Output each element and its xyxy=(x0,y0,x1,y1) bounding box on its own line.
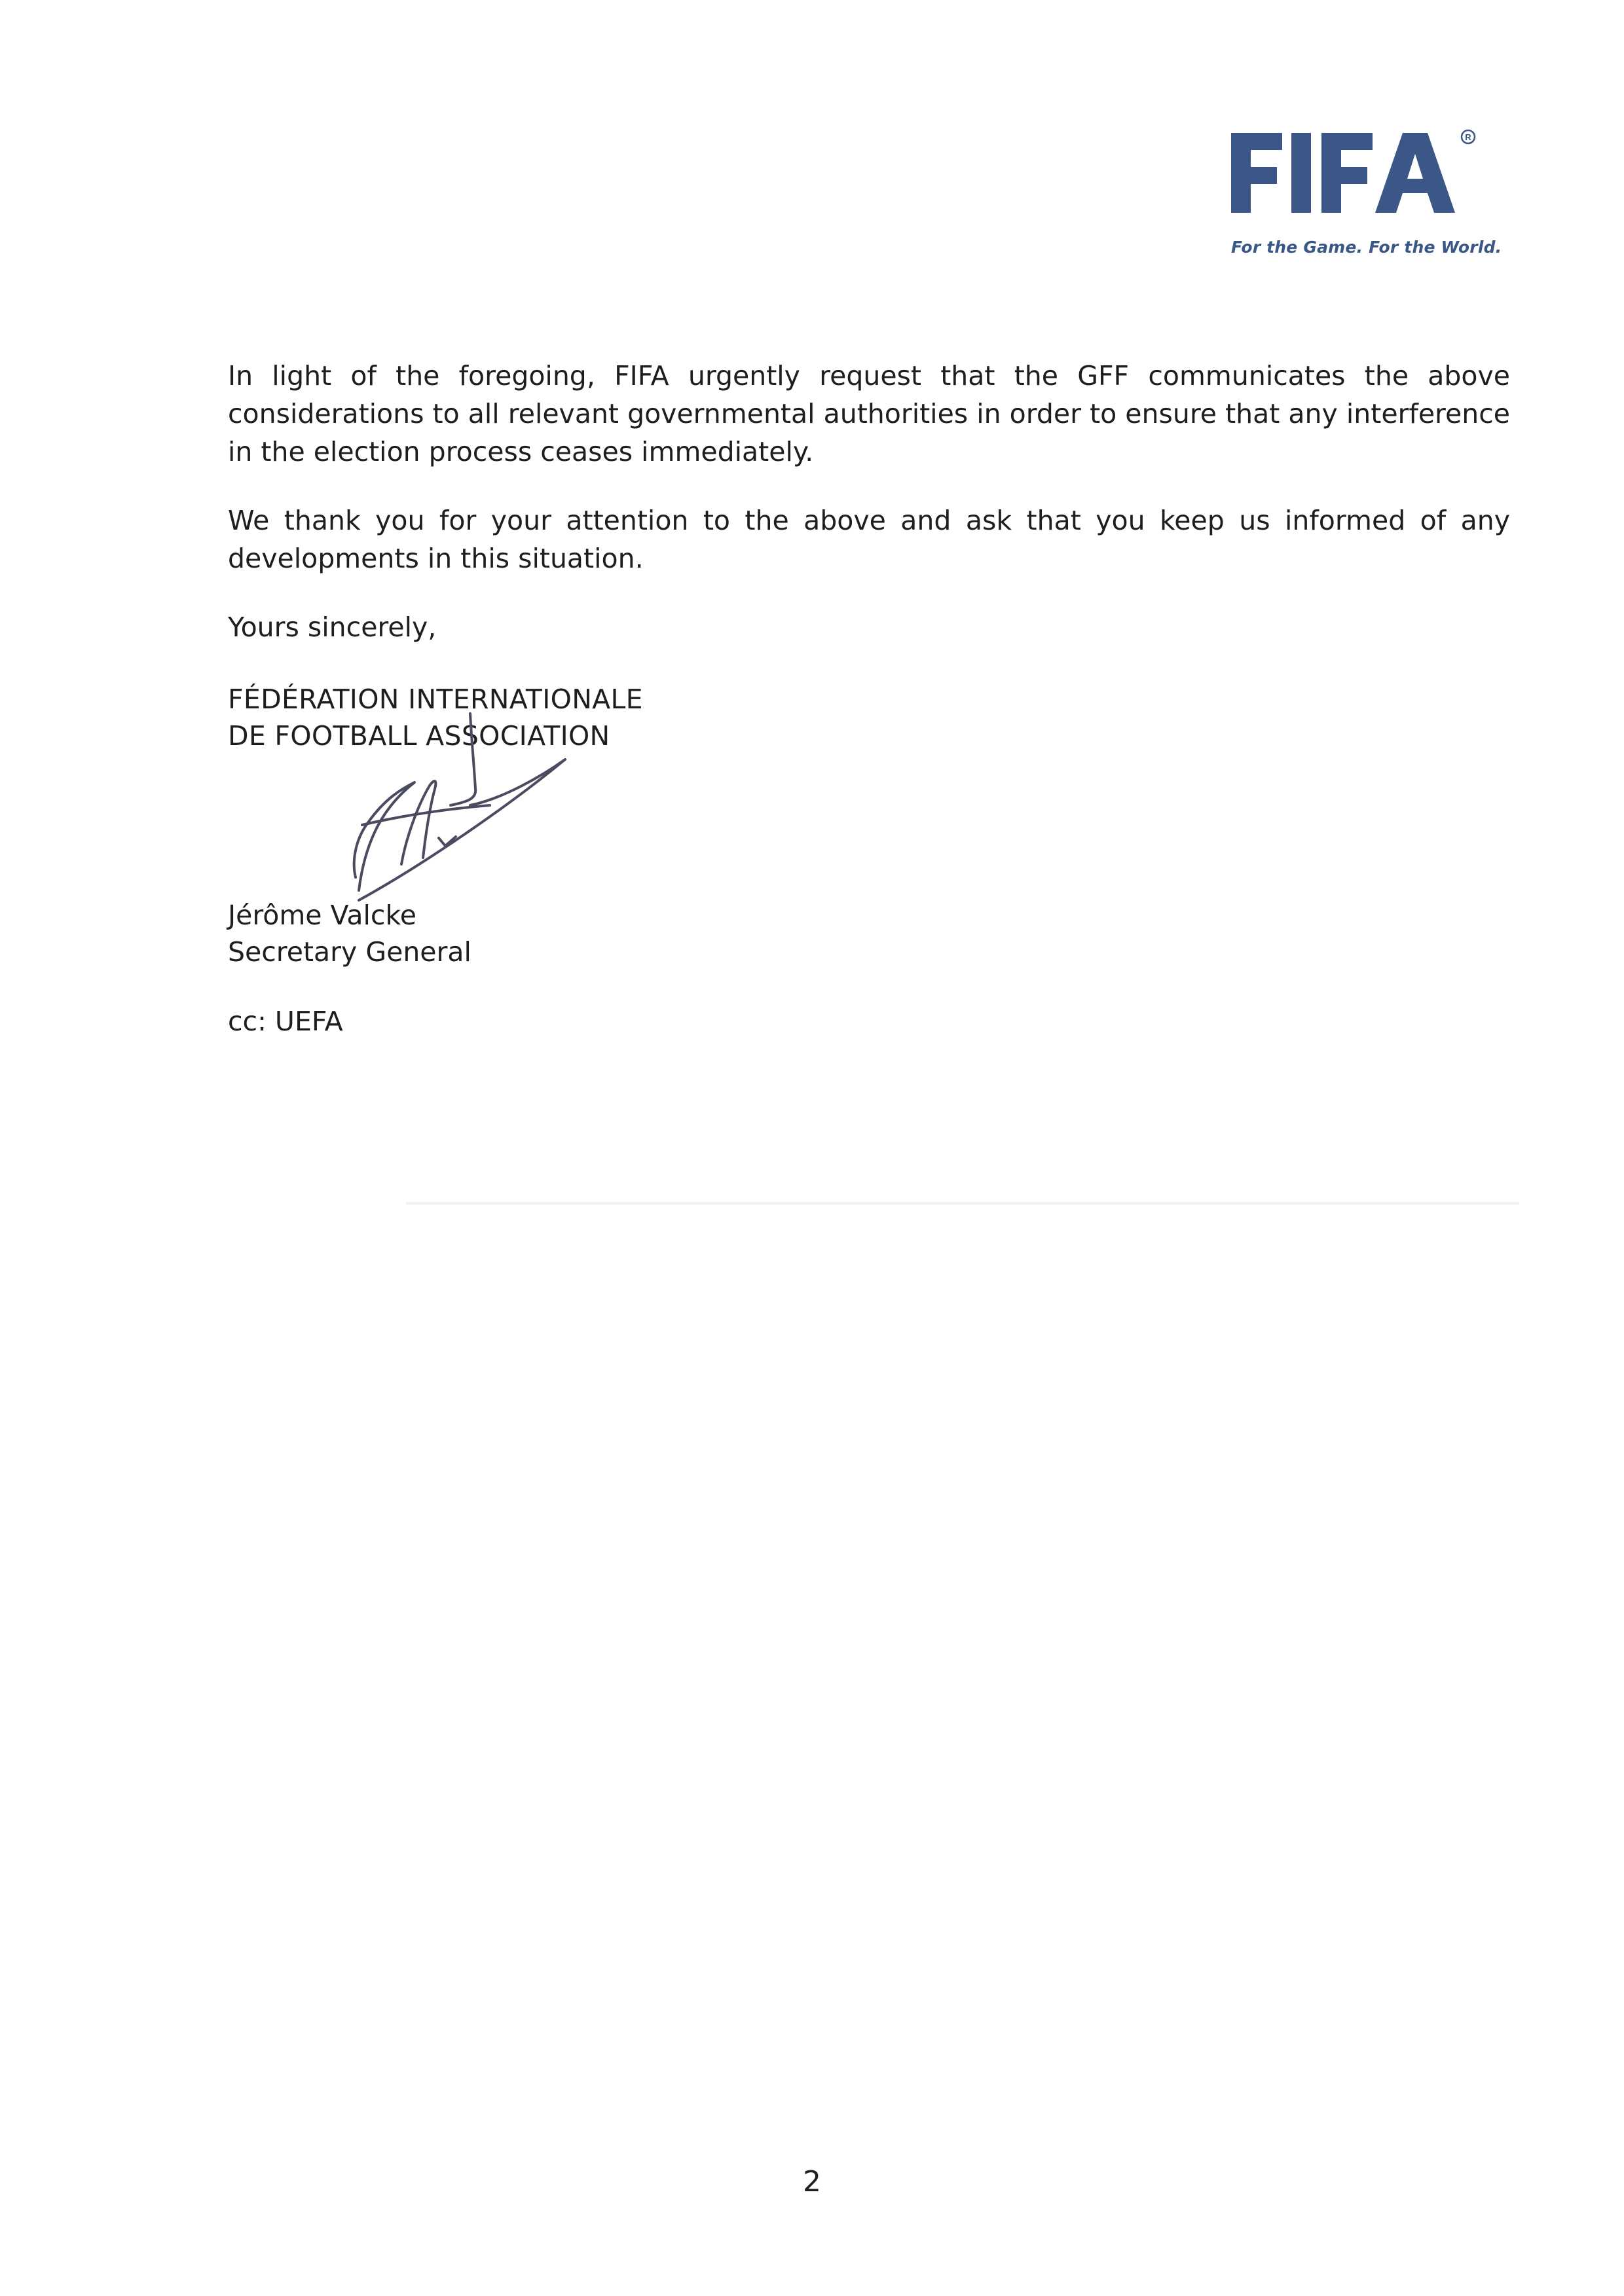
fifa-logo xyxy=(1231,128,1480,219)
body-paragraph-thanks: We thank you for your attention to the above and ask that you keep us informed of any developments in this situation. xyxy=(228,505,1510,574)
closing-salutation: Yours sincerely, xyxy=(228,611,437,643)
organization-name-line2: DE FOOTBALL ASSOCIATION xyxy=(228,720,610,752)
page-number: 2 xyxy=(803,2165,821,2198)
fifa-tagline: For the Game. For the World. xyxy=(1231,238,1502,257)
letter-body xyxy=(228,357,1510,684)
fifa-letterhead xyxy=(1231,128,1506,265)
svg-text:R: R xyxy=(1465,132,1471,142)
cc-line: cc: UEFA xyxy=(228,1006,343,1037)
signature-block xyxy=(228,681,817,1048)
signer-title: Secretary General xyxy=(228,936,471,968)
body-paragraph-request: In light of the foregoing, FIFA urgently request that the GFF communicates the above considerations to all relevant governmental authorities in order to ensure that any interference in the election process ceases immediately. xyxy=(228,360,1510,467)
signer-name: Jérôme Valcke xyxy=(228,900,416,931)
scan-artifact-line xyxy=(406,1202,1519,1205)
organization-name-line1: FÉDÉRATION INTERNATIONALE xyxy=(228,683,643,715)
